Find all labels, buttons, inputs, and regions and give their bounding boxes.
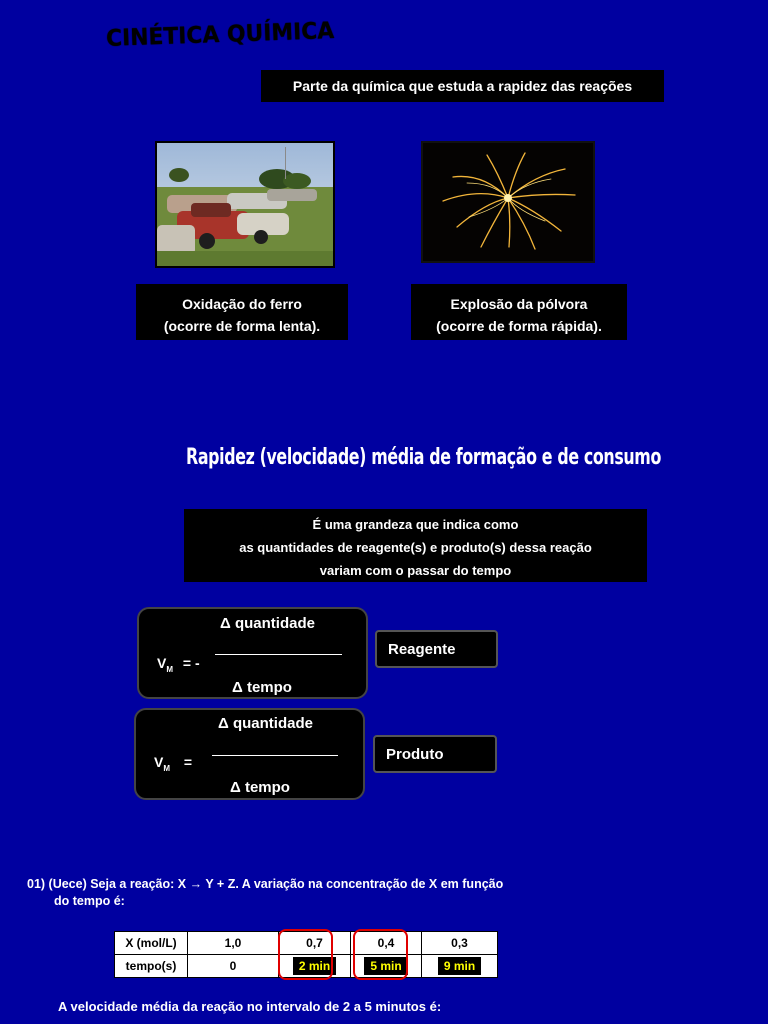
table-cell: [422, 955, 498, 978]
rusting-cars-illustration: [157, 143, 333, 266]
time-highlight: 9 min: [438, 957, 481, 975]
formula-product-numerator: Δ quantidade: [218, 715, 313, 732]
table-cell: 0,3: [422, 932, 498, 955]
table-cell: 0: [188, 955, 279, 978]
caption-oxidation: [136, 284, 348, 340]
definition-line2: as quantidades de reagente(s) e produto(s) dessa reação: [239, 540, 592, 555]
formula-product-lhs: [154, 754, 192, 773]
reagent-tag: Reagente: [375, 630, 498, 668]
formula-product-fraction-bar: [212, 755, 338, 756]
formula-reagent-sub: M: [166, 664, 174, 674]
table-cell: 0,4: [351, 932, 422, 955]
table-row-label: X (mol/L): [115, 932, 188, 955]
caption-explosion-line2: (ocorre de forma rápida).: [436, 318, 602, 334]
formula-product-denominator: Δ tempo: [230, 779, 290, 796]
highlight-ring-5min: [353, 929, 408, 980]
question-line2: do tempo é:: [54, 894, 125, 908]
answer-prompt: A velocidade média da reação no intervalo de 2 a 5 minutos é:: [58, 999, 442, 1014]
table-cell: 0,7: [279, 932, 351, 955]
fireworks-photo: [421, 141, 595, 263]
rusting-cars-photo: [155, 141, 335, 268]
definition-line1: É uma grandeza que indica como: [312, 517, 519, 532]
caption-oxidation-line2: (ocorre de forma lenta).: [163, 318, 321, 334]
highlight-ring-2min: [278, 929, 333, 980]
product-tag: Produto: [373, 735, 497, 773]
question-line1: 01) (Uece) Seja a reação: X → Y + Z. A variação na concentração de X em função: [27, 877, 504, 891]
caption-explosion-line1: Explosão da pólvora: [450, 296, 588, 312]
formula-product: [134, 708, 365, 800]
caption-oxidation-line1: Oxidação do ferro: [182, 296, 302, 312]
formula-reagent-lhs: [157, 655, 200, 674]
page-title: CINÉTICA QUÍMICA: [105, 18, 335, 52]
table-cell: 1,0: [188, 932, 279, 955]
formula-reagent-numerator: Δ quantidade: [220, 615, 315, 632]
formula-product-eq: =: [183, 754, 193, 770]
question-text: [27, 876, 627, 910]
formula-reagent-eq: = -: [182, 655, 200, 671]
fireworks-illustration: [423, 143, 593, 261]
section-title: Rapidez (velocidade) média de formação e de consumo: [186, 445, 661, 470]
time-highlight: 5 min: [364, 957, 407, 975]
subtitle-box: Parte da química que estuda a rapidez das reações: [261, 70, 664, 102]
table-row-label: tempo(s): [115, 955, 188, 978]
time-highlight: 2 min: [293, 957, 336, 975]
formula-reagent-fraction-bar: [215, 654, 342, 655]
formula-reagent-v: V: [157, 655, 167, 671]
formula-reagent-denominator: Δ tempo: [232, 679, 292, 696]
formula-reagent: [137, 607, 368, 699]
formula-product-sub: M: [163, 763, 171, 773]
definition-box: [184, 509, 647, 582]
definition-line3: variam com o passar do tempo: [319, 563, 512, 578]
formula-product-v: V: [154, 754, 164, 770]
caption-explosion: [411, 284, 627, 340]
